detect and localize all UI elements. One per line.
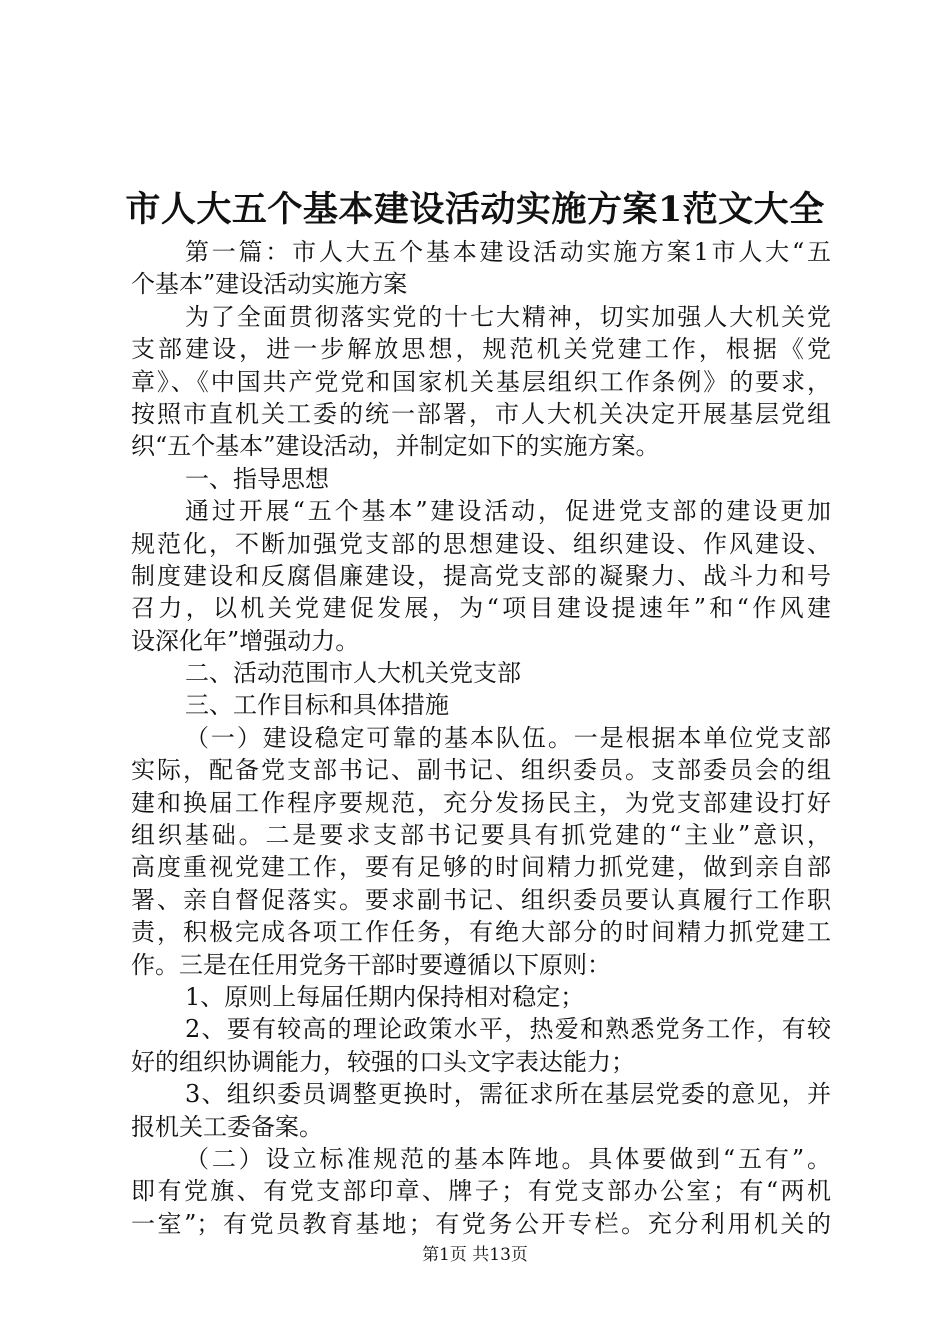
- page-footer: 第1页 共13页: [422, 1245, 528, 1265]
- text-line: 支部建设，进一步解放思想，规范机关党建工作，根据《党: [131, 335, 831, 364]
- text-line: 个基本”建设活动实施方案: [131, 270, 408, 299]
- text-line: 署、亲自督促落实。要求副书记、组织委员要认真履行工作职: [131, 885, 831, 914]
- text-line: 一、指导思想: [185, 464, 329, 493]
- text-line: 章》、《中国共产党党和国家机关基层组织工作条例》的要求，: [131, 367, 831, 396]
- text-line: 高度重视党建工作，要有足够的时间精力抓党建，做到亲自部: [131, 853, 831, 882]
- text-line: 2、要有较高的理论政策水平，热爱和熟悉党务工作，有较: [185, 1015, 831, 1044]
- text-line: 三、工作目标和具体措施: [185, 691, 449, 720]
- text-line: 通过开展“五个基本”建设活动，促进党支部的建设更加: [185, 497, 831, 526]
- text-line: 3、组织委员调整更换时，需征求所在基层党委的意见，并: [185, 1080, 831, 1109]
- text-line: 二、活动范围市人大机关党支部: [185, 659, 521, 688]
- text-line: 按照市直机关工委的统一部署，市人大机关决定开展基层党组: [131, 399, 831, 428]
- text-line: 1、原则上每届任期内保持相对稳定；: [185, 982, 585, 1011]
- text-line: 组织基础。二是要求支部书记要具有抓党建的“主业”意识，: [131, 821, 831, 850]
- text-line: 作。三是在任用党务干部时要遵循以下原则：: [131, 950, 611, 979]
- text-line: 为了全面贯彻落实党的十七大精神，切实加强人大机关党: [185, 302, 831, 331]
- text-line: 责，积极完成各项工作任务，有绝大部分的时间精力抓党建工: [131, 918, 831, 947]
- text-line: 好的组织协调能力，较强的口头文字表达能力；: [131, 1047, 635, 1076]
- text-line: 规范化，不断加强党支部的思想建设、组织建设、作风建设、: [131, 529, 831, 558]
- text-line: （二）设立标准规范的基本阵地。具体要做到“五有”。: [185, 1144, 831, 1173]
- text-line: 实际，配备党支部书记、副书记、组织委员。支部委员会的组: [131, 756, 831, 785]
- text-line: 即有党旗、有党支部印章、牌子；有党支部办公室；有“两机: [131, 1177, 831, 1206]
- text-line: 设深化年”增强动力。: [131, 626, 360, 655]
- text-line: 建和换届工作程序要规范，充分发扬民主，为党支部建设打好: [131, 788, 831, 817]
- text-line: 织“五个基本”建设活动，并制定如下的实施方案。: [131, 432, 660, 461]
- text-line: 一室”；有党员教育基地；有党务公开专栏。充分利用机关的: [131, 1209, 831, 1238]
- text-line: 制度建设和反腐倡廉建设，提高党支部的凝聚力、战斗力和号: [131, 561, 831, 590]
- text-line: （一）建设稳定可靠的基本队伍。一是根据本单位党支部: [185, 723, 831, 752]
- text-line: 第一篇：市人大五个基本建设活动实施方案1市人大“五: [185, 238, 831, 266]
- text-line: 报机关工委备案。: [131, 1112, 323, 1141]
- document-body: [131, 236, 831, 1240]
- document-title: 市人大五个基本建设活动实施方案1范文大全: [125, 189, 825, 230]
- text-line: 召力，以机关党建促发展，为“项目建设提速年”和“作风建: [131, 594, 831, 623]
